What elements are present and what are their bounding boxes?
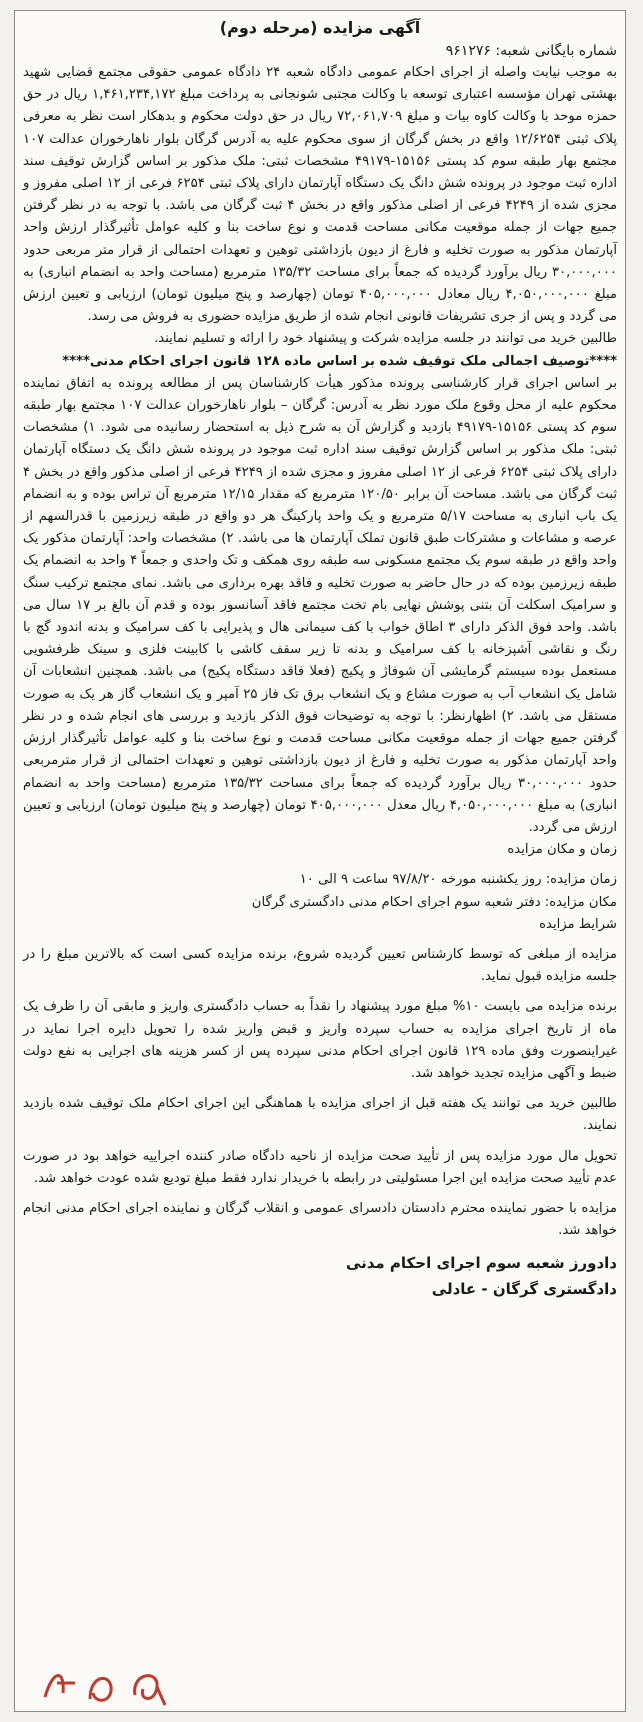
time-place-heading: زمان و مکان مزایده <box>507 842 617 858</box>
auction-time: زمان مزایده: روز یکشنبه مورخه ۹۷/۸/۲۰ ساعت ۹ الی ۱۰ <box>299 872 617 888</box>
payment-paragraph: برنده مزایده می بایست ۱۰% مبلغ مورد پیشنهاد را نقداً به حساب دادگستری واریز و مابقی آن را ظرف یک ماه از تاریخ اجرای مزایده به حساب سپرده واریز و قبض واریز شده را تحویل دایره اجرا نماید در غیراینصورت وفق ماده ۱۲۹ قانون اجرای احکام مدنی سپرده پس از کسر هزینه های اجرایی به نفع دولت ضبط و آگهی مزایده تجدید خواهد شد. <box>23 999 617 1081</box>
signature-line-2: دادگستری گرگان - عادلی <box>431 1280 617 1299</box>
delivery-paragraph: تحویل مال مورد مزایده پس از تأیید صحت مزایده از ناحیه دادگاه صادر کننده اجراییه خواهد بود در صورت عدم تأیید صحت مزایده این اجرا مسئولیتی در رابطه با خریدار ندارد فقط مبلغ تودیع شده عودت خواهد شد. <box>23 1148 617 1186</box>
attendance-paragraph: مزایده با حضور نماینده محترم دادستان دادسرای عمومی و انقلاب گرگان و نماینده اجرای احکام مدنی انجام خواهد شد. <box>23 1200 617 1239</box>
buyers-paragraph: طالبین خرید می توانند در جلسه مزایده شرکت و پیشنهاد خود را ارائه و تسلیم نمایند. <box>154 331 617 347</box>
visit-paragraph: طالبین خرید می توانند یک هفته قبل از اجرای مزایده با هماهنگی این اجرای احکام ملک توقیف شده بازدید نمایند. <box>23 1096 617 1134</box>
conditions-heading: شرایط مزایده <box>539 916 617 932</box>
intro-paragraph: به موجب نیابت واصله از اجرای احکام عمومی دادگاه شعبه ۲۴ دادگاه عمومی حقوقی مجتمع قضایی شهید بهشتی تهران مؤسسه اعتباری توسعه با وکالت مجتبی شونجانی به پرداخت مبلغ ۱,۴۶۱,۲۳۴,۱۷۲ ریال در حق حمزه موحد با وکالت کاوه بیات و مبلغ ۷۲,۰۶۱,۷۰۹ ریال در حق دولت محکوم و بدهکار است نظر به معرفی پلاک ثبتی ۱۲/۶۲۵۴ واقع در بخش گرگان از سوی محکوم علیه به آدرس گرگان بلوار ناهارخوران عدالت ۱۰۷ مجتمع بهار طبقه سوم کد پستی ۱۵۱۵۶-۴۹۱۷۹ مشخصات ثبتی: ملک مذکور بر اساس گزارش توقیف سند اداره ثبت موجود در پرونده شش دانگ یک دستگاه آپارتمان دارای پلاک ثبتی ۶۲۵۴ فرعی از ۱۲ اصلی مفروز و مجزی شده از ۴۲۴۹ فرعی از اصلی مذکور واقع در بخش ۴ ثبت گرگان می باشد. با توجه به در نظر گرفتن جمیع جهات از جمله موقعیت مکانی مساحت قدمت و نوع ساخت بنا و کلیه عوامل تأثیرگذار ارزش واحد آپارتمان مذکور به صورت تخلیه و فارغ از دیون بازداشتی توهین و تعهدات احتمالی از قرار متر مربعی حدود ۳۰,۰۰۰,۰۰۰ ریال برآورد گردیده که جمعاً برای مساحت ۱۳۵/۳۲ مترمربع (مساحت واحد به انضمام انباری) به مبلغ ۴,۰۵۰,۰۰۰,۰۰۰ ریال معادل ۴۰۵,۰۰۰,۰۰۰ تومان (چهارصد و پنج میلیون تومان) ارزیابی و تعیین ارزش می گردد و پس از جری تشریفات قانونی انجام شده از طریق مزایده حضوری به فروش می رسد. <box>23 65 618 325</box>
auction-place: مکان مزایده: دفتر شعبه سوم اجرای احکام مدنی دادگستری گرگان <box>251 894 617 910</box>
property-description-heading: ****توصیف اجمالی ملک توقیف شده بر اساس ماده ۱۲۸ قانون اجرای احکام مدنی**** <box>62 353 617 369</box>
notice-title: آگهی مزایده (مرحله دوم) <box>219 18 421 37</box>
archive-number: شماره بایگانی شعبه: ۹۶۱۲۷۶ <box>445 43 617 59</box>
start-price-paragraph: مزایده از مبلغی که توسط کارشناس تعیین گردیده شروع، برنده مزایده کسی است که بالاترین مبلغ را در جلسه مزایده قبول نماید. <box>23 946 617 985</box>
signature-line-1: دادورز شعبه سوم اجرای احکام مدنی <box>345 1254 617 1273</box>
handwritten-mark-icon <box>35 1659 185 1709</box>
notice-body <box>23 15 617 1707</box>
auction-notice-clipping <box>14 10 626 1712</box>
expert-report-paragraph: بر اساس اجرای قرار کارشناسی پرونده مذکور هیأت کارشناسان پس از مطالعه پرونده به اتفاق نماینده محکوم علیه از محل وقوع ملک مورد نظر به آدرس: گرگان – بلوار ناهارخوران عدالت ۱۰۷ مجتمع بهار طبقه سوم کد پستی ۱۵۱۵۶-۴۹۱۷۹ بازدید و گزارش آن به شرح ذیل به استحضار رسانیده می شود. ۱) مشخصات ثبتی: ملک مذکور بر اساس گزارش توقیف سند اداره ثبت موجود در پرونده شش دانگ یک دستگاه آپارتمان دارای پلاک ثبتی ۶۲۵۴ فرعی از ۱۲ اصلی مفروز و مجزی شده از ۴۲۴۹ فرعی از اصلی مذکور واقع در بخش ۴ ثبت گرگان می باشد. مساحت آن برابر ۱۲۰/۵۰ مترمربع که مقدار ۱۲/۱۵ مترمربع آن تراس بوده و به انضمام یک باب انباری به مساحت ۵/۱۷ مترمربع و یک واحد پارکینگ هر دو واقع در طبقه زیرزمین با قدرالسهم از عرصه و مشاعات و مشترکات طبق قانون تملک آپارتمان ها می باشد. ۲) مشخصات واحد: آپارتمان مذکور یک واحد واقع در طبقه سوم یک مجتمع مسکونی سه طبقه روی همکف و تک واحدی و جمعاً ۴ واحد به انضمام یک طبقه زیرزمین بوده که در حال حاضر به صورت تخلیه و فاقد بهره برداری می باشد. نمای مجتمع ترکیب سنگ و سرامیک اسکلت آن بتنی پوشش نهایی بام تخت مجتمع فاقد آسانسور بوده و قدم آن بالغ بر ۱۷ سال می باشد. واحد فوق الذکر دارای ۳ اطاق خواب با کف سیمانی هال و پذیرایی با کف سرامیک و بدنه اندود گچ با رنگ و نقاشی آشپزخانه با کف سرامیک و بدنه تا زیر سقف کاشی با کابینت فلزی و سینک ظرفشویی مستعمل بوده سیستم گرمایشی آن شوفاژ و پکیج (فعلا فاقد دستگاه پکیج) می باشد. همچنین انشعابات آن شامل یک انشعاب آب به صورت مشاع و یک انشعاب برق تک فاز ۲۵ آمپر و یک انشعاب گاز هر یک به صورت مستقل می باشد. ۲) اظهارنظر: با توجه به توضیحات فوق الذکر بازدید و بررسی های انجام شده و در نظر گرفتن جمیع جهات از جمله موقعیت مکانی مساحت قدمت و نوع ساخت بنا و کلیه عوامل تأثیرگذار ارزش واحد آپارتمان مذکور به صورت تخلیه و فارغ از دیون بازداشتی توهین و تعهدات احتمالی از قرار مترمربعی حدود ۳۰,۰۰۰,۰۰۰ ریال برآورد گردیده که جمعاً برای مساحت ۱۳۵/۳۲ مترمربع (مساحت واحد به انضمام انباری) به مبلغ ۴,۰۵۰,۰۰۰,۰۰۰ ریال معدل ۴۰۵,۰۰۰,۰۰۰ تومان (چهارصد و پنج میلیون تومان) ارزیابی و تعیین ارزش می گردد. <box>23 375 618 835</box>
